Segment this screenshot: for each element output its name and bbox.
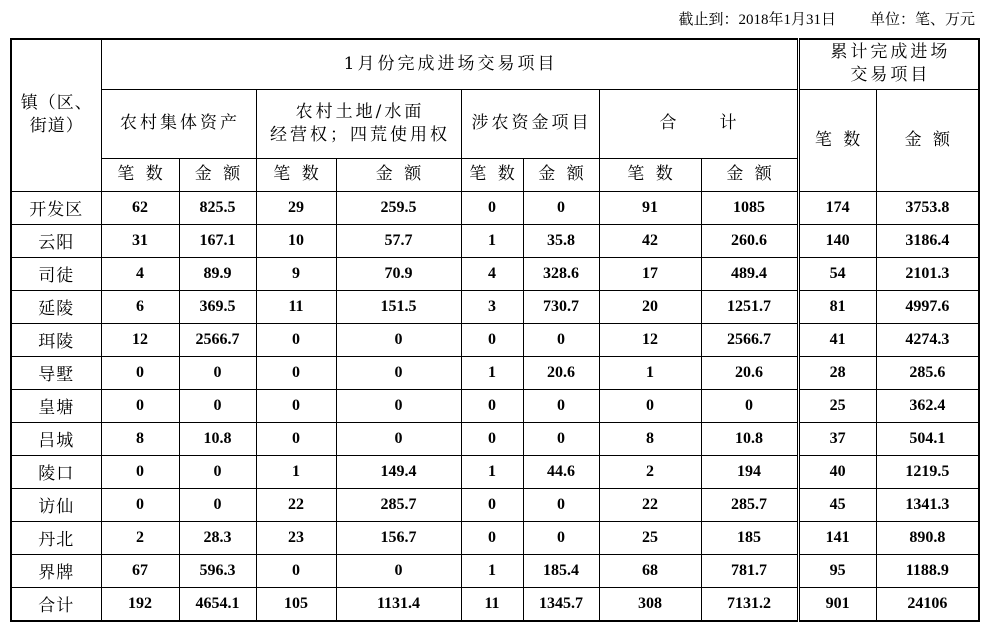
cumulative-amount-cell: 1188.9 bbox=[876, 554, 979, 587]
collective-assets-count-cell: 0 bbox=[101, 455, 179, 488]
report-note bbox=[678, 10, 975, 30]
land-water-amount-cell: 0 bbox=[336, 389, 461, 422]
group-land-water-header bbox=[256, 89, 461, 158]
collective-assets-amount-cell: 596.3 bbox=[179, 554, 256, 587]
land-water-count-cell: 9 bbox=[256, 257, 336, 290]
agri-funds-count-cell: 1 bbox=[461, 224, 523, 257]
land-water-amount-cell: 0 bbox=[336, 356, 461, 389]
cumulative-header-line-1: 累计完成进场 bbox=[830, 42, 951, 63]
monthly-total-count-cell: 12 bbox=[599, 323, 701, 356]
cumulative-amount-cell: 504.1 bbox=[876, 422, 979, 455]
region-name-cell: 丹北 bbox=[11, 521, 101, 554]
collective-assets-count-cell: 192 bbox=[101, 587, 179, 621]
monthly-total-amount-header: 金 额 bbox=[701, 158, 798, 191]
monthly-total-count-cell: 91 bbox=[599, 191, 701, 224]
land-water-count-cell: 0 bbox=[256, 389, 336, 422]
region-name-cell: 访仙 bbox=[11, 488, 101, 521]
agri-funds-amount-cell: 0 bbox=[523, 323, 599, 356]
table-header bbox=[11, 39, 979, 191]
cumulative-amount-cell: 890.8 bbox=[876, 521, 979, 554]
land-water-count-cell: 29 bbox=[256, 191, 336, 224]
table-row bbox=[11, 521, 979, 554]
collective-assets-amount-cell: 0 bbox=[179, 488, 256, 521]
table-row bbox=[11, 191, 979, 224]
collective-assets-amount-cell: 4654.1 bbox=[179, 587, 256, 621]
agri-funds-count-cell: 1 bbox=[461, 455, 523, 488]
agri-funds-amount-cell: 0 bbox=[523, 521, 599, 554]
agri-funds-count-cell: 0 bbox=[461, 323, 523, 356]
region-header bbox=[11, 39, 101, 191]
land-water-count-header: 笔 数 bbox=[256, 158, 336, 191]
cumulative-count-cell: 40 bbox=[798, 455, 876, 488]
cumulative-amount-cell: 1341.3 bbox=[876, 488, 979, 521]
monthly-total-count-cell: 25 bbox=[599, 521, 701, 554]
cumulative-count-cell: 140 bbox=[798, 224, 876, 257]
region-name-cell: 导墅 bbox=[11, 356, 101, 389]
monthly-total-count-cell: 8 bbox=[599, 422, 701, 455]
collective-assets-amount-cell: 28.3 bbox=[179, 521, 256, 554]
monthly-total-count-cell: 17 bbox=[599, 257, 701, 290]
cumulative-header-line-2: 交易项目 bbox=[850, 65, 931, 86]
collective-assets-count-cell: 4 bbox=[101, 257, 179, 290]
table-row bbox=[11, 455, 979, 488]
collective-assets-count-cell: 2 bbox=[101, 521, 179, 554]
land-water-count-cell: 0 bbox=[256, 356, 336, 389]
agri-funds-amount-cell: 0 bbox=[523, 488, 599, 521]
agri-funds-count-cell: 0 bbox=[461, 488, 523, 521]
monthly-total-count-cell: 308 bbox=[599, 587, 701, 621]
monthly-total-count-cell: 0 bbox=[599, 389, 701, 422]
cumulative-amount-cell: 285.6 bbox=[876, 356, 979, 389]
monthly-total-amount-cell: 260.6 bbox=[701, 224, 798, 257]
agri-funds-amount-cell: 20.6 bbox=[523, 356, 599, 389]
collective-assets-amount-cell: 89.9 bbox=[179, 257, 256, 290]
region-name-cell: 云阳 bbox=[11, 224, 101, 257]
group-collective-assets-header: 农村集体资产 bbox=[101, 89, 256, 158]
transaction-table bbox=[10, 38, 980, 622]
cumulative-count-cell: 901 bbox=[798, 587, 876, 621]
agri-funds-amount-cell: 0 bbox=[523, 389, 599, 422]
table-row bbox=[11, 257, 979, 290]
region-name-cell: 合计 bbox=[11, 587, 101, 621]
table-row bbox=[11, 554, 979, 587]
monthly-total-count-header: 笔 数 bbox=[599, 158, 701, 191]
cumulative-count-cell: 81 bbox=[798, 290, 876, 323]
land-water-amount-cell: 70.9 bbox=[336, 257, 461, 290]
land-water-amount-cell: 259.5 bbox=[336, 191, 461, 224]
monthly-total-count-cell: 2 bbox=[599, 455, 701, 488]
table-row bbox=[11, 488, 979, 521]
land-water-count-cell: 0 bbox=[256, 554, 336, 587]
table-row bbox=[11, 323, 979, 356]
land-water-amount-cell: 1131.4 bbox=[336, 587, 461, 621]
group-total-header: 合 计 bbox=[599, 89, 798, 158]
cumulative-count-cell: 37 bbox=[798, 422, 876, 455]
region-header-line-2: 街道） bbox=[29, 116, 84, 137]
collective-assets-count-cell: 6 bbox=[101, 290, 179, 323]
agri-funds-count-cell: 11 bbox=[461, 587, 523, 621]
agri-funds-count-cell: 3 bbox=[461, 290, 523, 323]
agri-funds-amount-cell: 730.7 bbox=[523, 290, 599, 323]
unit-label: 单位：笔、万元 bbox=[869, 12, 975, 28]
cumulative-count-cell: 41 bbox=[798, 323, 876, 356]
agri-funds-amount-cell: 0 bbox=[523, 191, 599, 224]
region-name-cell: 开发区 bbox=[11, 191, 101, 224]
cumulative-amount-cell: 3186.4 bbox=[876, 224, 979, 257]
land-water-amount-cell: 285.7 bbox=[336, 488, 461, 521]
agri-funds-count-cell: 1 bbox=[461, 554, 523, 587]
agri-funds-count-cell: 0 bbox=[461, 521, 523, 554]
collective-assets-count-cell: 67 bbox=[101, 554, 179, 587]
region-name-cell: 皇塘 bbox=[11, 389, 101, 422]
agri-funds-count-cell: 0 bbox=[461, 389, 523, 422]
cutoff-date-label: 截止到：2018年1月31日 bbox=[678, 12, 836, 28]
land-water-amount-cell: 0 bbox=[336, 554, 461, 587]
collective-assets-count-header: 笔 数 bbox=[101, 158, 179, 191]
cumulative-amount-cell: 2101.3 bbox=[876, 257, 979, 290]
header-row-2 bbox=[11, 89, 979, 158]
monthly-total-amount-cell: 1085 bbox=[701, 191, 798, 224]
table-row bbox=[11, 587, 979, 621]
table-row bbox=[11, 422, 979, 455]
collective-assets-count-cell: 62 bbox=[101, 191, 179, 224]
cumulative-header bbox=[798, 39, 979, 89]
collective-assets-count-cell: 31 bbox=[101, 224, 179, 257]
monthly-total-count-cell: 1 bbox=[599, 356, 701, 389]
monthly-total-count-cell: 22 bbox=[599, 488, 701, 521]
group-land-water-line-2: 经营权；四荒使用权 bbox=[270, 124, 450, 145]
monthly-total-amount-cell: 7131.2 bbox=[701, 587, 798, 621]
cumulative-count-cell: 54 bbox=[798, 257, 876, 290]
group-land-water-line-1: 农村土地/水面 bbox=[295, 101, 425, 122]
table-row bbox=[11, 224, 979, 257]
agri-funds-count-header: 笔 数 bbox=[461, 158, 523, 191]
monthly-header: 1月份完成进场交易项目 bbox=[101, 39, 798, 89]
collective-assets-amount-cell: 825.5 bbox=[179, 191, 256, 224]
land-water-count-cell: 0 bbox=[256, 422, 336, 455]
table-row bbox=[11, 356, 979, 389]
header-row-1 bbox=[11, 39, 979, 89]
region-name-cell: 吕城 bbox=[11, 422, 101, 455]
table-row bbox=[11, 290, 979, 323]
cumulative-count-header: 笔 数 bbox=[798, 89, 876, 191]
land-water-count-cell: 1 bbox=[256, 455, 336, 488]
land-water-count-cell: 23 bbox=[256, 521, 336, 554]
land-water-amount-cell: 57.7 bbox=[336, 224, 461, 257]
land-water-count-cell: 10 bbox=[256, 224, 336, 257]
collective-assets-count-cell: 0 bbox=[101, 389, 179, 422]
land-water-amount-cell: 151.5 bbox=[336, 290, 461, 323]
monthly-total-count-cell: 42 bbox=[599, 224, 701, 257]
cumulative-amount-cell: 3753.8 bbox=[876, 191, 979, 224]
land-water-count-cell: 105 bbox=[256, 587, 336, 621]
collective-assets-amount-cell: 0 bbox=[179, 356, 256, 389]
collective-assets-amount-cell: 0 bbox=[179, 389, 256, 422]
table-body bbox=[11, 191, 979, 621]
cumulative-amount-cell: 4274.3 bbox=[876, 323, 979, 356]
monthly-total-amount-cell: 285.7 bbox=[701, 488, 798, 521]
agri-funds-amount-cell: 1345.7 bbox=[523, 587, 599, 621]
agri-funds-amount-cell: 328.6 bbox=[523, 257, 599, 290]
land-water-amount-cell: 156.7 bbox=[336, 521, 461, 554]
cumulative-amount-cell: 4997.6 bbox=[876, 290, 979, 323]
region-header-line-1: 镇（区、 bbox=[20, 93, 93, 114]
land-water-amount-cell: 149.4 bbox=[336, 455, 461, 488]
land-water-amount-header: 金 额 bbox=[336, 158, 461, 191]
region-name-cell: 界牌 bbox=[11, 554, 101, 587]
collective-assets-count-cell: 0 bbox=[101, 488, 179, 521]
collective-assets-amount-cell: 10.8 bbox=[179, 422, 256, 455]
collective-assets-amount-cell: 0 bbox=[179, 455, 256, 488]
monthly-total-amount-cell: 489.4 bbox=[701, 257, 798, 290]
collective-assets-amount-cell: 167.1 bbox=[179, 224, 256, 257]
cumulative-count-cell: 141 bbox=[798, 521, 876, 554]
land-water-amount-cell: 0 bbox=[336, 422, 461, 455]
cumulative-count-cell: 174 bbox=[798, 191, 876, 224]
monthly-total-amount-cell: 2566.7 bbox=[701, 323, 798, 356]
agri-funds-count-cell: 0 bbox=[461, 191, 523, 224]
agri-funds-count-cell: 0 bbox=[461, 422, 523, 455]
region-name-cell: 司徒 bbox=[11, 257, 101, 290]
land-water-amount-cell: 0 bbox=[336, 323, 461, 356]
agri-funds-amount-cell: 44.6 bbox=[523, 455, 599, 488]
monthly-total-amount-cell: 1251.7 bbox=[701, 290, 798, 323]
agri-funds-amount-cell: 0 bbox=[523, 422, 599, 455]
collective-assets-count-cell: 8 bbox=[101, 422, 179, 455]
agri-funds-amount-cell: 35.8 bbox=[523, 224, 599, 257]
agri-funds-count-cell: 1 bbox=[461, 356, 523, 389]
monthly-total-amount-cell: 781.7 bbox=[701, 554, 798, 587]
region-name-cell: 珥陵 bbox=[11, 323, 101, 356]
cumulative-count-cell: 95 bbox=[798, 554, 876, 587]
land-water-count-cell: 11 bbox=[256, 290, 336, 323]
collective-assets-amount-header: 金 额 bbox=[179, 158, 256, 191]
cumulative-count-cell: 45 bbox=[798, 488, 876, 521]
agri-funds-amount-cell: 185.4 bbox=[523, 554, 599, 587]
land-water-count-cell: 0 bbox=[256, 323, 336, 356]
collective-assets-count-cell: 12 bbox=[101, 323, 179, 356]
monthly-total-amount-cell: 10.8 bbox=[701, 422, 798, 455]
cumulative-count-cell: 25 bbox=[798, 389, 876, 422]
monthly-total-amount-cell: 20.6 bbox=[701, 356, 798, 389]
collective-assets-count-cell: 0 bbox=[101, 356, 179, 389]
agri-funds-count-cell: 4 bbox=[461, 257, 523, 290]
land-water-count-cell: 22 bbox=[256, 488, 336, 521]
agri-funds-amount-header: 金 额 bbox=[523, 158, 599, 191]
cumulative-amount-cell: 1219.5 bbox=[876, 455, 979, 488]
group-agri-funds-header: 涉农资金项目 bbox=[461, 89, 599, 158]
monthly-total-amount-cell: 194 bbox=[701, 455, 798, 488]
cumulative-count-cell: 28 bbox=[798, 356, 876, 389]
cumulative-amount-cell: 362.4 bbox=[876, 389, 979, 422]
cumulative-amount-cell: 24106 bbox=[876, 587, 979, 621]
region-name-cell: 陵口 bbox=[11, 455, 101, 488]
cumulative-amount-header: 金 额 bbox=[876, 89, 979, 191]
monthly-total-amount-cell: 185 bbox=[701, 521, 798, 554]
collective-assets-amount-cell: 369.5 bbox=[179, 290, 256, 323]
monthly-total-count-cell: 20 bbox=[599, 290, 701, 323]
table-row bbox=[11, 389, 979, 422]
monthly-total-count-cell: 68 bbox=[599, 554, 701, 587]
collective-assets-amount-cell: 2566.7 bbox=[179, 323, 256, 356]
region-name-cell: 延陵 bbox=[11, 290, 101, 323]
monthly-total-amount-cell: 0 bbox=[701, 389, 798, 422]
